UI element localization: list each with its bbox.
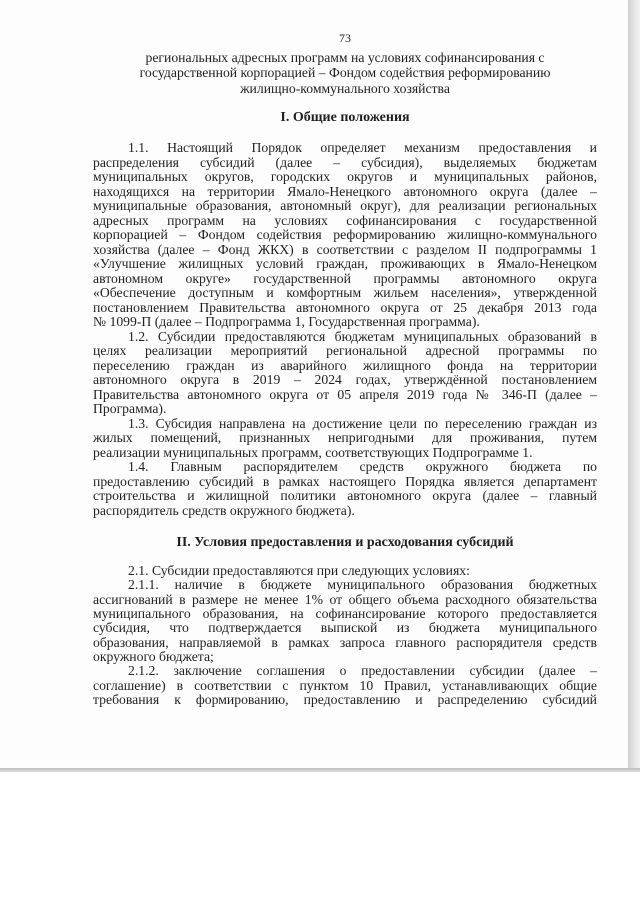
text-line: автономном округе» государственной программы автономного округа — [93, 270, 597, 286]
text-line: № 1099-П (далее – Подпрограмма 1, Государственная программа). — [93, 314, 480, 330]
text-line: автономного округа в 2019 – 2024 годах, утверждённой постановлением — [93, 372, 597, 388]
section-heading-general: I. Общие положения — [280, 110, 410, 125]
text-line: распорядитель средств окружного бюджета). — [93, 502, 355, 518]
title-line: региональных адресных программ на условиях софинансирования с — [145, 49, 545, 65]
paragraph-2-1-2 — [93, 664, 597, 707]
text-line: муниципальные образования, автономный округ), для реализации региональных — [93, 198, 597, 214]
scan-edge-bottom — [0, 768, 640, 772]
text-line: распределения субсидий (далее – субсидия), выделяемых бюджетам — [93, 154, 597, 170]
text-line: требования к формированию, предоставлению и распределению субсидий — [93, 692, 597, 708]
paragraph-1-3 — [93, 417, 597, 461]
text-line: 2.1.1. наличие в бюджете муниципального образования бюджетных — [128, 577, 597, 593]
text-line: Правительства автономного округа от 05 апреля 2019 года № 346-П (далее – — [93, 386, 597, 402]
text-line: хозяйства (далее – Фонд ЖКХ) в соответствии с разделом II подпрограммы 1 — [93, 241, 597, 257]
text-line: предоставлению субсидий в рамках настоящего Порядка является департамент — [93, 473, 597, 489]
text-line: 2.1.2. заключение соглашения о предоставлении субсидии (далее – — [128, 663, 597, 679]
text-line: ассигнований в размере не менее 1% от общего объема расходного обязательства — [93, 591, 597, 607]
text-line: 1.4. Главным распорядителем средств окружного бюджета по — [128, 459, 597, 475]
text-line: постановлением Правительства автономного округа от 25 декабря 2013 года — [93, 299, 597, 315]
text-line: реализации муниципальных программ, соответствующих Подпрограмме 1. — [93, 444, 533, 460]
page-number: 73 — [339, 31, 351, 45]
text-line: переселению граждан из аварийного жилищного фонда на территории — [93, 357, 597, 373]
text-line: корпорацией – Фондом содействия реформированию жилищно-коммунального — [93, 227, 597, 243]
text-line: 1.3. Субсидия направлена на достижение цели по переселению граждан из — [128, 415, 597, 431]
text-line: целях реализации мероприятий региональной адресной программы по — [93, 343, 597, 359]
paragraph-2-1-1 — [93, 578, 597, 664]
text-line: 1.1. Настоящий Порядок определяет механизм предоставления и — [128, 140, 597, 155]
section-conditions-body — [93, 564, 597, 707]
text-line: находящихся на территории Ямало-Ненецкого автономного округа (далее – — [93, 183, 597, 199]
title-line: жилищно-коммунального хозяйства — [240, 80, 450, 96]
paragraph-1-4 — [93, 460, 597, 518]
text-line: строительства и жилищной политики автономного округа (далее – главный — [93, 488, 597, 504]
text-line: окружного бюджета; — [93, 649, 214, 665]
title-line: государственной корпорацией – Фондом содействия реформированию — [139, 65, 551, 80]
paragraph-1-2 — [93, 330, 597, 417]
text-line: 1.2. Субсидии предоставляются бюджетам муниципальных образований в — [128, 328, 597, 344]
section-general-body — [93, 141, 597, 518]
section-heading-conditions: II. Условия предоставления и расходования субсидий — [176, 535, 514, 550]
text-line: образования, направляемой в рамках запроса главного распорядителя средств — [93, 634, 597, 650]
paragraph-1-1 — [93, 141, 597, 330]
text-line: 2.1. Субсидии предоставляются при следующих условиях: — [128, 563, 470, 578]
text-line: жилых помещений, признанных непригодными для проживания, путем — [93, 430, 597, 446]
text-line: «Обеспечение доступным и комфортным жильем населения», утвержденной — [93, 285, 597, 301]
text-line: муниципального образования, на софинансирование которого предоставляется — [93, 606, 597, 622]
text-line: субсидия, что подтверждается выпиской из бюджета муниципального — [93, 620, 597, 636]
text-line: «Улучшение жилищных условий граждан, проживающих в Ямало-Ненецком — [93, 256, 597, 272]
text-line: муниципальных округов, городских округов и муниципальных районов, — [93, 169, 597, 185]
paragraph-2-1 — [93, 564, 597, 578]
text-line: адресных программ на условиях софинансирования с государственной — [93, 212, 597, 228]
text-line: Программа). — [93, 401, 167, 417]
text-line: соглашение) в соответствии с пунктом 10 Правил, устанавливающих общие — [93, 677, 597, 693]
scan-edge-right — [628, 0, 640, 772]
document-title — [93, 50, 597, 97]
